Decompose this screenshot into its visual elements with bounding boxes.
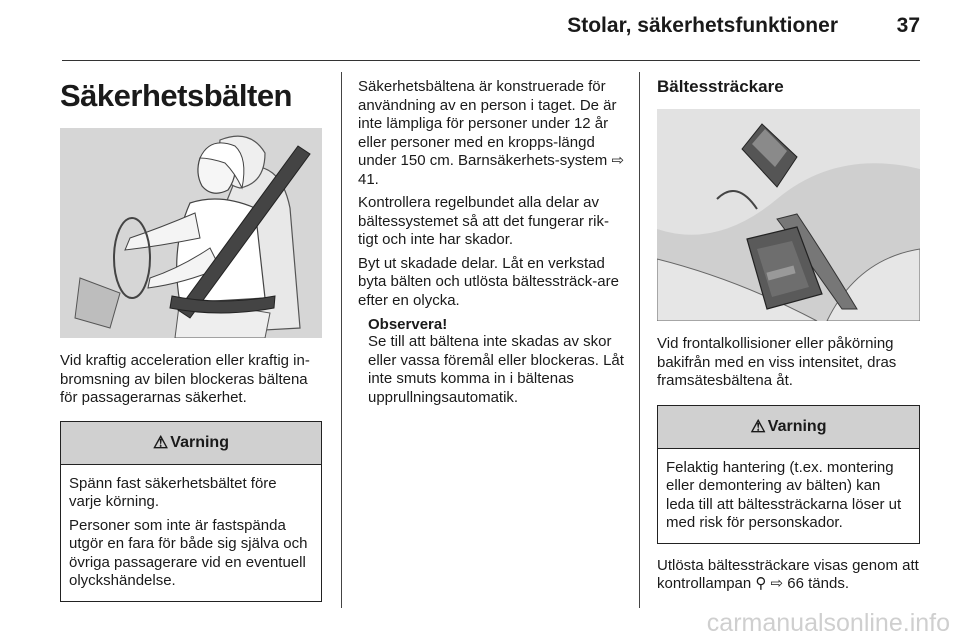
caption-pretensioners: Vid frontalkollisioner eller påkörning bakifrån med en viss intensitet, dras framsätesbältena åt. — [657, 335, 897, 389]
warning-title: Varning — [767, 417, 827, 435]
warning-header — [61, 422, 321, 465]
column-2 — [358, 72, 624, 407]
section-title: Stolar, säkerhetsfunktioner — [567, 14, 838, 37]
warning-header — [658, 406, 919, 449]
caption-seatbelts: Vid kraftig acceleration eller kraftig in-bromsning av bilen blockeras bältena för passagerarnas säkerhet. — [60, 352, 310, 406]
heading-pretensioners: Bältessträckare — [657, 77, 784, 96]
warning-text: Spänn fast säkerhetsbältet före varje körning. — [69, 474, 277, 510]
note-block — [358, 316, 624, 407]
warning-triangle-icon: ⚠ — [153, 432, 169, 452]
heading-seatbelts: Säkerhetsbälten — [60, 78, 292, 113]
column-divider — [341, 72, 342, 608]
footer-paragraph: Utlösta bältessträckare visas genom att kontrollampan ⚲ ⇨ 66 tänds. — [657, 556, 919, 592]
warning-body — [61, 465, 321, 601]
note-title: Observera! — [368, 316, 448, 333]
paragraph: Byt ut skadade delar. Låt en verkstad byta bälten och utlösta bältessträck-are efter en olycka. — [358, 254, 619, 309]
column-3 — [657, 72, 920, 594]
seatbelt-illustration — [60, 128, 322, 338]
page-header — [62, 0, 920, 61]
warning-title: Varning — [170, 433, 229, 451]
column-divider — [639, 72, 640, 608]
note-body: Se till att bältena inte skadas av skor eller vassa föremål eller blockeras. Låt inte smuts komma in i bältenas upprullningsautomatik. — [368, 333, 624, 406]
belt-buckle-drawing — [657, 109, 920, 321]
warning-triangle-icon: ⚠ — [750, 416, 766, 436]
pretensioner-illustration — [657, 109, 920, 321]
driver-with-belt-drawing — [60, 128, 322, 338]
warning-text: Felaktig hantering (t.ex. montering eller demontering av bälten) kan leda till att bältessträckarna löser ut med risk för personskador. — [666, 458, 902, 531]
warning-text: Personer som inte är fastspända utgör en fara för både sig själva och övriga passagerare vid en eventuell olyckshändelse. — [69, 516, 308, 589]
page-number: 37 — [896, 14, 920, 37]
watermark: carmanualsonline.info — [706, 609, 950, 637]
warning-box-1 — [60, 421, 322, 602]
column-1 — [60, 72, 322, 602]
warning-box-2 — [657, 405, 920, 544]
warning-body — [658, 449, 919, 543]
paragraph: Säkerhetsbältena är konstruerade för användning av en person i taget. De är inte lämpliga för personer under 12 år eller personer med en kropps-längd under 150 cm. Barnsäkerhets-system ⇨ 41. — [358, 78, 625, 188]
paragraph: Kontrollera regelbundet alla delar av bältessystemet så att det fungerar rik-tigt och inte har skador. — [358, 194, 609, 248]
